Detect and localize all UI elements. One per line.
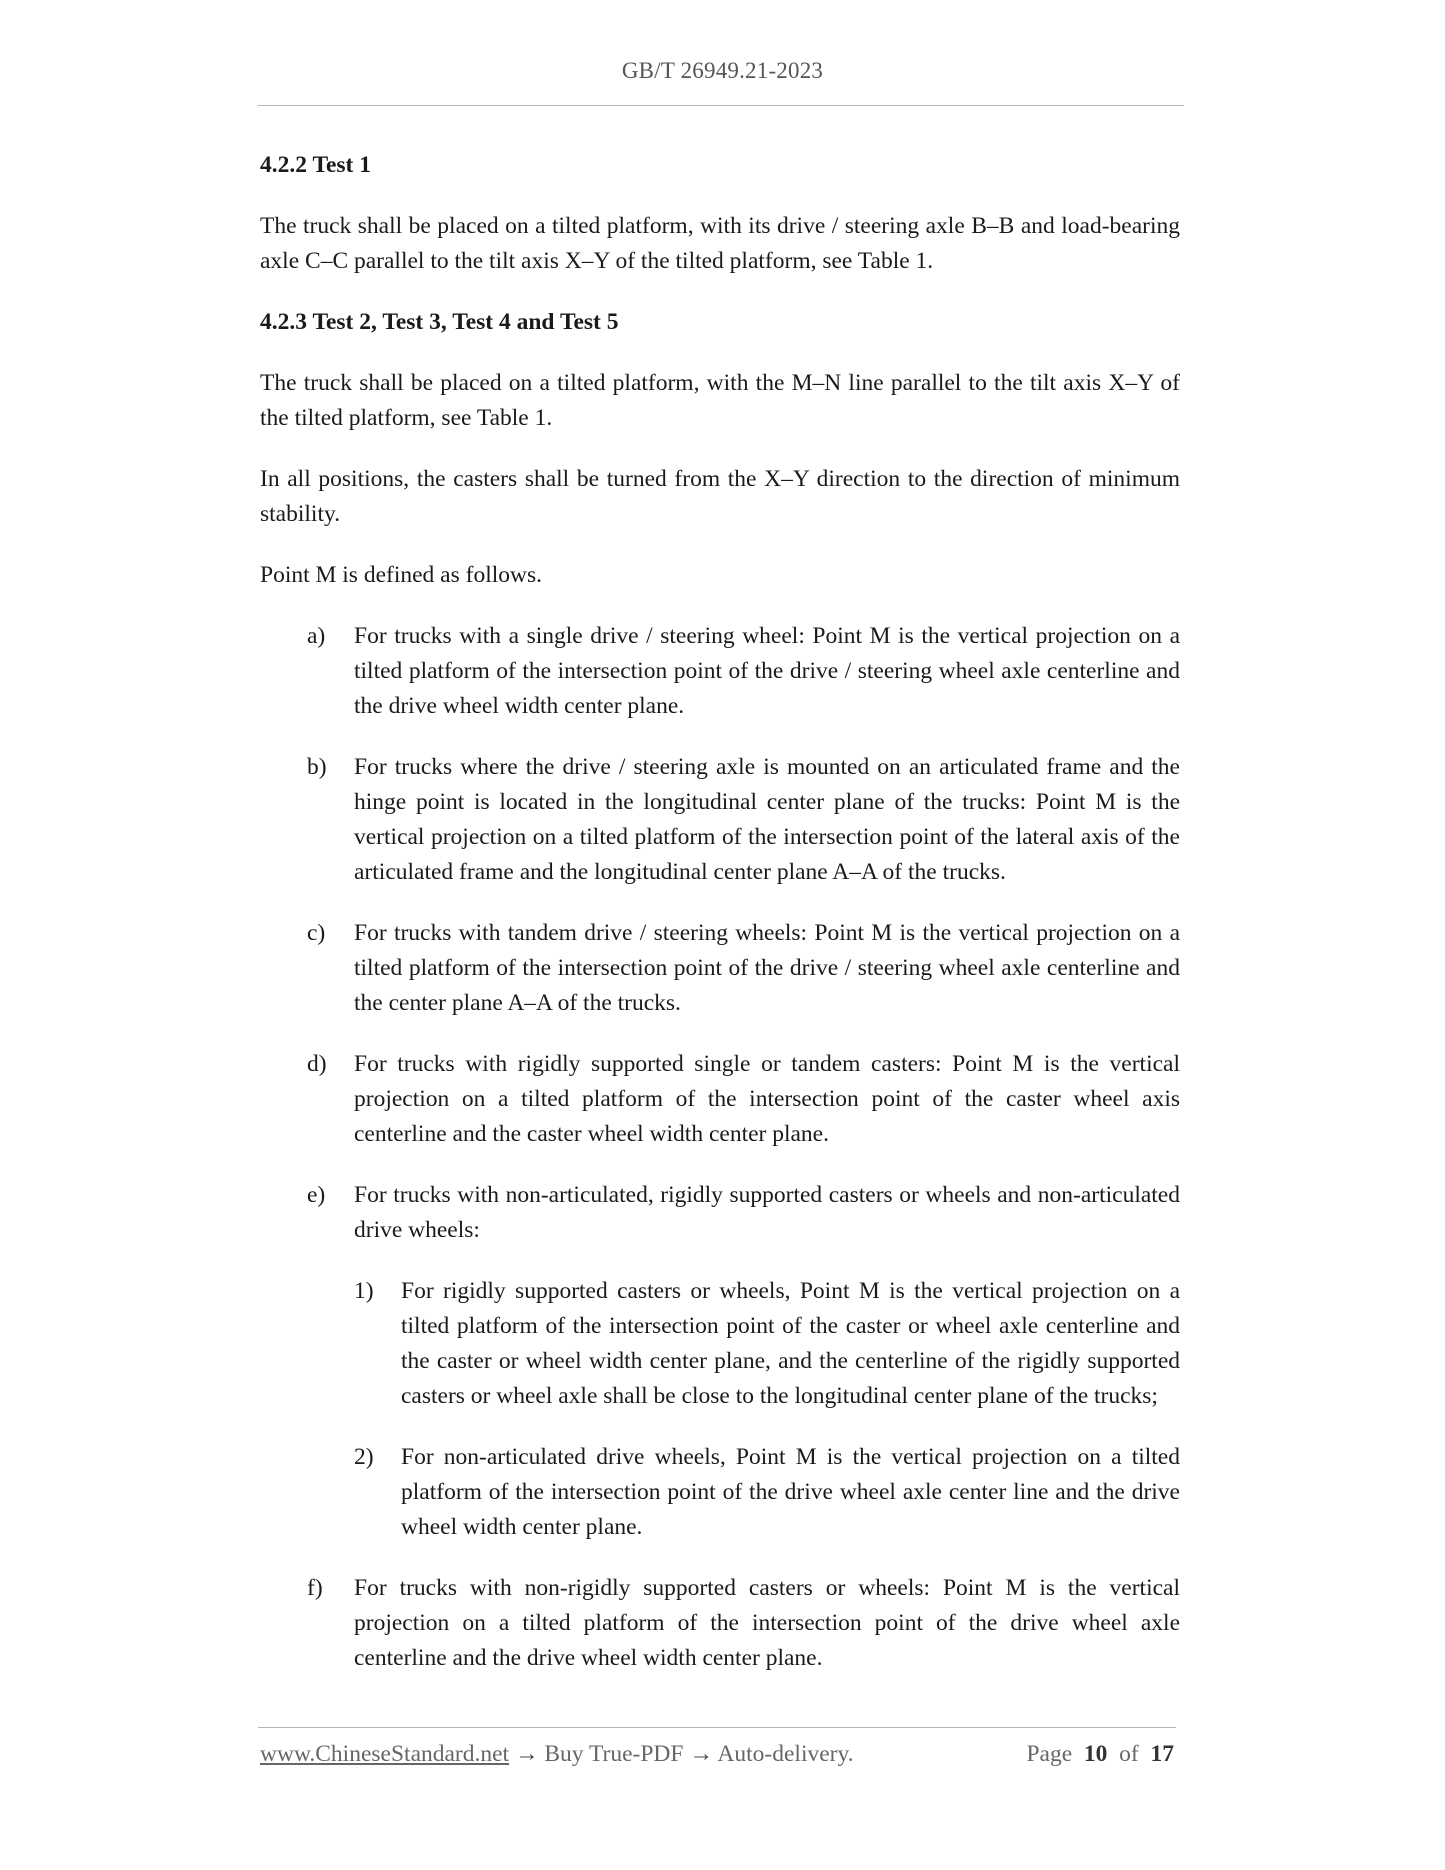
sub-list-item-label: 2): [354, 1444, 374, 1470]
list-item: [260, 750, 1180, 890]
arrow-right-icon: →: [514, 1741, 539, 1767]
paragraph: The truck shall be placed on a tilted platform, with its drive / steering axle B–B and load-bearing axle C–C parallel to the tilt axis X–Y of the tilted platform, see Table 1.: [260, 213, 1180, 274]
footer-divider: [258, 1727, 1176, 1728]
page-indicator: [1026, 1741, 1174, 1768]
header-divider: [258, 105, 1184, 106]
sub-list-item-text: For rigidly supported casters or wheels, Point M is the vertical projection on a tilted platform of the intersection point of the caster or wheel axle centerline and the caster or wheel width center plane, and the centerline of the rigidly supported casters or wheel axle shall be close to the longitudinal center plane of the trucks;: [401, 1278, 1180, 1409]
list-item-label: b): [307, 754, 327, 780]
site-link[interactable]: www.ChineseStandard.net: [260, 1741, 510, 1767]
list-item-label: e): [307, 1182, 326, 1208]
sub-list-item-label: 1): [354, 1278, 374, 1304]
list-item-label: d): [307, 1051, 327, 1077]
paragraph: In all positions, the casters shall be turned from the X–Y direction to the direction of minimum stability.: [260, 466, 1180, 527]
list-item-text: For trucks with a single drive / steering wheel: Point M is the vertical projection on a tilted platform of the intersection point of the drive / steering wheel axle centerline and the drive wheel width center plane.: [354, 623, 1180, 719]
list-item-label: f): [307, 1575, 323, 1601]
document-footer: [260, 1741, 1174, 1768]
list-item: [260, 916, 1180, 1021]
paragraph: Point M is defined as follows.: [260, 562, 542, 588]
list-item-text: For trucks with rigidly supported single or tandem casters: Point M is the vertical projection on a tilted platform of the intersection point of the caster wheel axis centerline and the caster wheel width center plane.: [354, 1051, 1180, 1147]
page-current: 10: [1083, 1741, 1108, 1767]
of-word: of: [1119, 1741, 1139, 1767]
section-heading-4-2-3: 4.2.3 Test 2, Test 3, Test 4 and Test 5: [260, 309, 619, 335]
sub-list-item: [260, 1440, 1180, 1545]
page-word: Page: [1026, 1741, 1073, 1767]
document-header: GB/T 26949.21-2023: [621, 58, 824, 83]
list-item-text: For trucks where the drive / steering axle is mounted on an articulated frame and the hinge point is located in the longitudinal center plane of the trucks: Point M is the vertical projection on a tilted platform of the intersection point of the lateral axis of the articulated frame and the longitudinal center plane A–A of the trucks.: [354, 754, 1180, 885]
document-body: [260, 148, 1180, 1676]
footer-left: [260, 1741, 854, 1768]
auto-delivery-text: Auto-delivery.: [717, 1741, 854, 1767]
sub-list-item-text: For non-articulated drive wheels, Point M is the vertical projection on a tilted platform of the intersection point of the drive wheel axle center line and the drive wheel width center plane.: [401, 1444, 1180, 1540]
paragraph: The truck shall be placed on a tilted platform, with the M–N line parallel to the tilt axis X–Y of the tilted platform, see Table 1.: [260, 370, 1180, 431]
sub-list-item: [260, 1274, 1180, 1414]
page-total: 17: [1150, 1741, 1174, 1767]
list-item-text: For trucks with non-rigidly supported casters or wheels: Point M is the vertical projection on a tilted platform of the intersection point of the drive wheel axle centerline and the drive wheel width center plane.: [354, 1575, 1180, 1671]
arrow-right-icon: →: [689, 1741, 713, 1767]
list-item: [260, 1571, 1180, 1676]
section-heading-4-2-2: 4.2.2 Test 1: [260, 152, 371, 178]
list-item-label: c): [307, 920, 326, 946]
list-item: [260, 1178, 1180, 1248]
list-item: [260, 1047, 1180, 1152]
buy-pdf-text: Buy True-PDF: [544, 1741, 684, 1767]
list-item-text: For trucks with non-articulated, rigidly supported casters or wheels and non-articulated drive wheels:: [354, 1182, 1180, 1243]
list-item: [260, 619, 1180, 724]
list-item-text: For trucks with tandem drive / steering wheels: Point M is the vertical projection on a tilted platform of the intersection point of the drive / steering wheel axle centerline and the center plane A–A of the trucks.: [354, 920, 1180, 1016]
list-item-label: a): [307, 623, 326, 649]
